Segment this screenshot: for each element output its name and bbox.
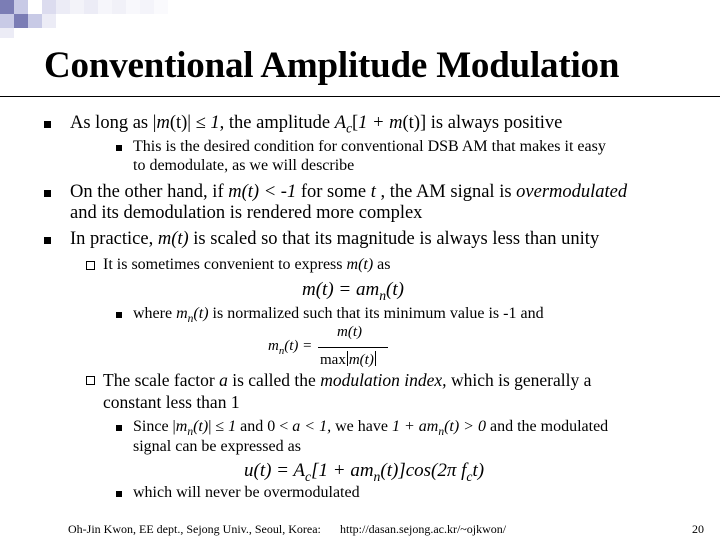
sub-bullet-modulation-index-line2: constant less than 1 [103, 392, 240, 412]
sub-bullet-desired-condition-2: to demodulate, as we will describe [133, 157, 355, 174]
sub-bullet-marker [116, 491, 122, 497]
equation-ut: $u(t) = A_c[1 + am_n(t)]\cos(2\pi$ $f_ct$) [244, 460, 485, 484]
corner-decoration [0, 0, 200, 40]
bullet-marker [44, 121, 51, 128]
sub-bullet-marker [116, 145, 122, 151]
sub-bullet-modulation-index: The scale factor a is called the modulation index, which is generally a [103, 370, 592, 390]
sub-bullet-marker [116, 425, 122, 431]
bullet-amplitude-positive: As long as |m(t)| ≤ 1, the amplitude $A_c[1 + m(t)]$ is always positive [70, 113, 563, 136]
bullet-marker [44, 237, 51, 244]
bullet-overmodulated-line2: and its demodulation is rendered more complex [70, 203, 423, 223]
bullet-overmodulated: On the other hand, if m(t) < -1 for some t , the AM signal is overmodulated [70, 182, 628, 202]
slide-title: Conventional Amplitude Modulation [44, 45, 620, 86]
sub-bullet-never-overmodulated: which will never be overmodulated [133, 484, 360, 501]
sub-bullet-desired-condition-1: This is the desired condition for conventional DSB AM that makes it easy [133, 138, 606, 155]
equation-m-equals-amn: $m(t) = am_n(t)$ [302, 279, 404, 303]
footer-author: Oh-Jin Kwon, EE dept., Sejong Univ., Seoul, Korea: [68, 522, 321, 536]
bullet-marker [44, 190, 51, 197]
page-number: 20 [692, 522, 704, 536]
sub-bullet-since-mn-line2: signal can be expressed as [133, 438, 301, 455]
title-underline [0, 96, 720, 97]
sub-bullet-marker [116, 312, 122, 318]
sub-bullet-since-mn: Since $|m_n(t)| \le 1$ and 0 < a < 1, we have $1 + am_n(t) > 0$ and the modulated [133, 418, 609, 439]
footer-url-link[interactable]: http://dasan.sejong.ac.kr/~ojkwon/ [340, 522, 507, 536]
sub-bullet-normalized: where $m_n(t)$ is normalized such that its minimum value is -1 and [133, 305, 544, 326]
checkbox-bullet-marker [86, 261, 95, 270]
equation-normalized-m: $m_n(t)$ = m(t) max m(t) [268, 324, 398, 374]
checkbox-bullet-marker [86, 376, 95, 385]
sub-bullet-express-mt: It is sometimes convenient to express m(t) as [103, 256, 391, 273]
bullet-in-practice: In practice, m(t) is scaled so that its magnitude is always less than unity [70, 229, 600, 249]
